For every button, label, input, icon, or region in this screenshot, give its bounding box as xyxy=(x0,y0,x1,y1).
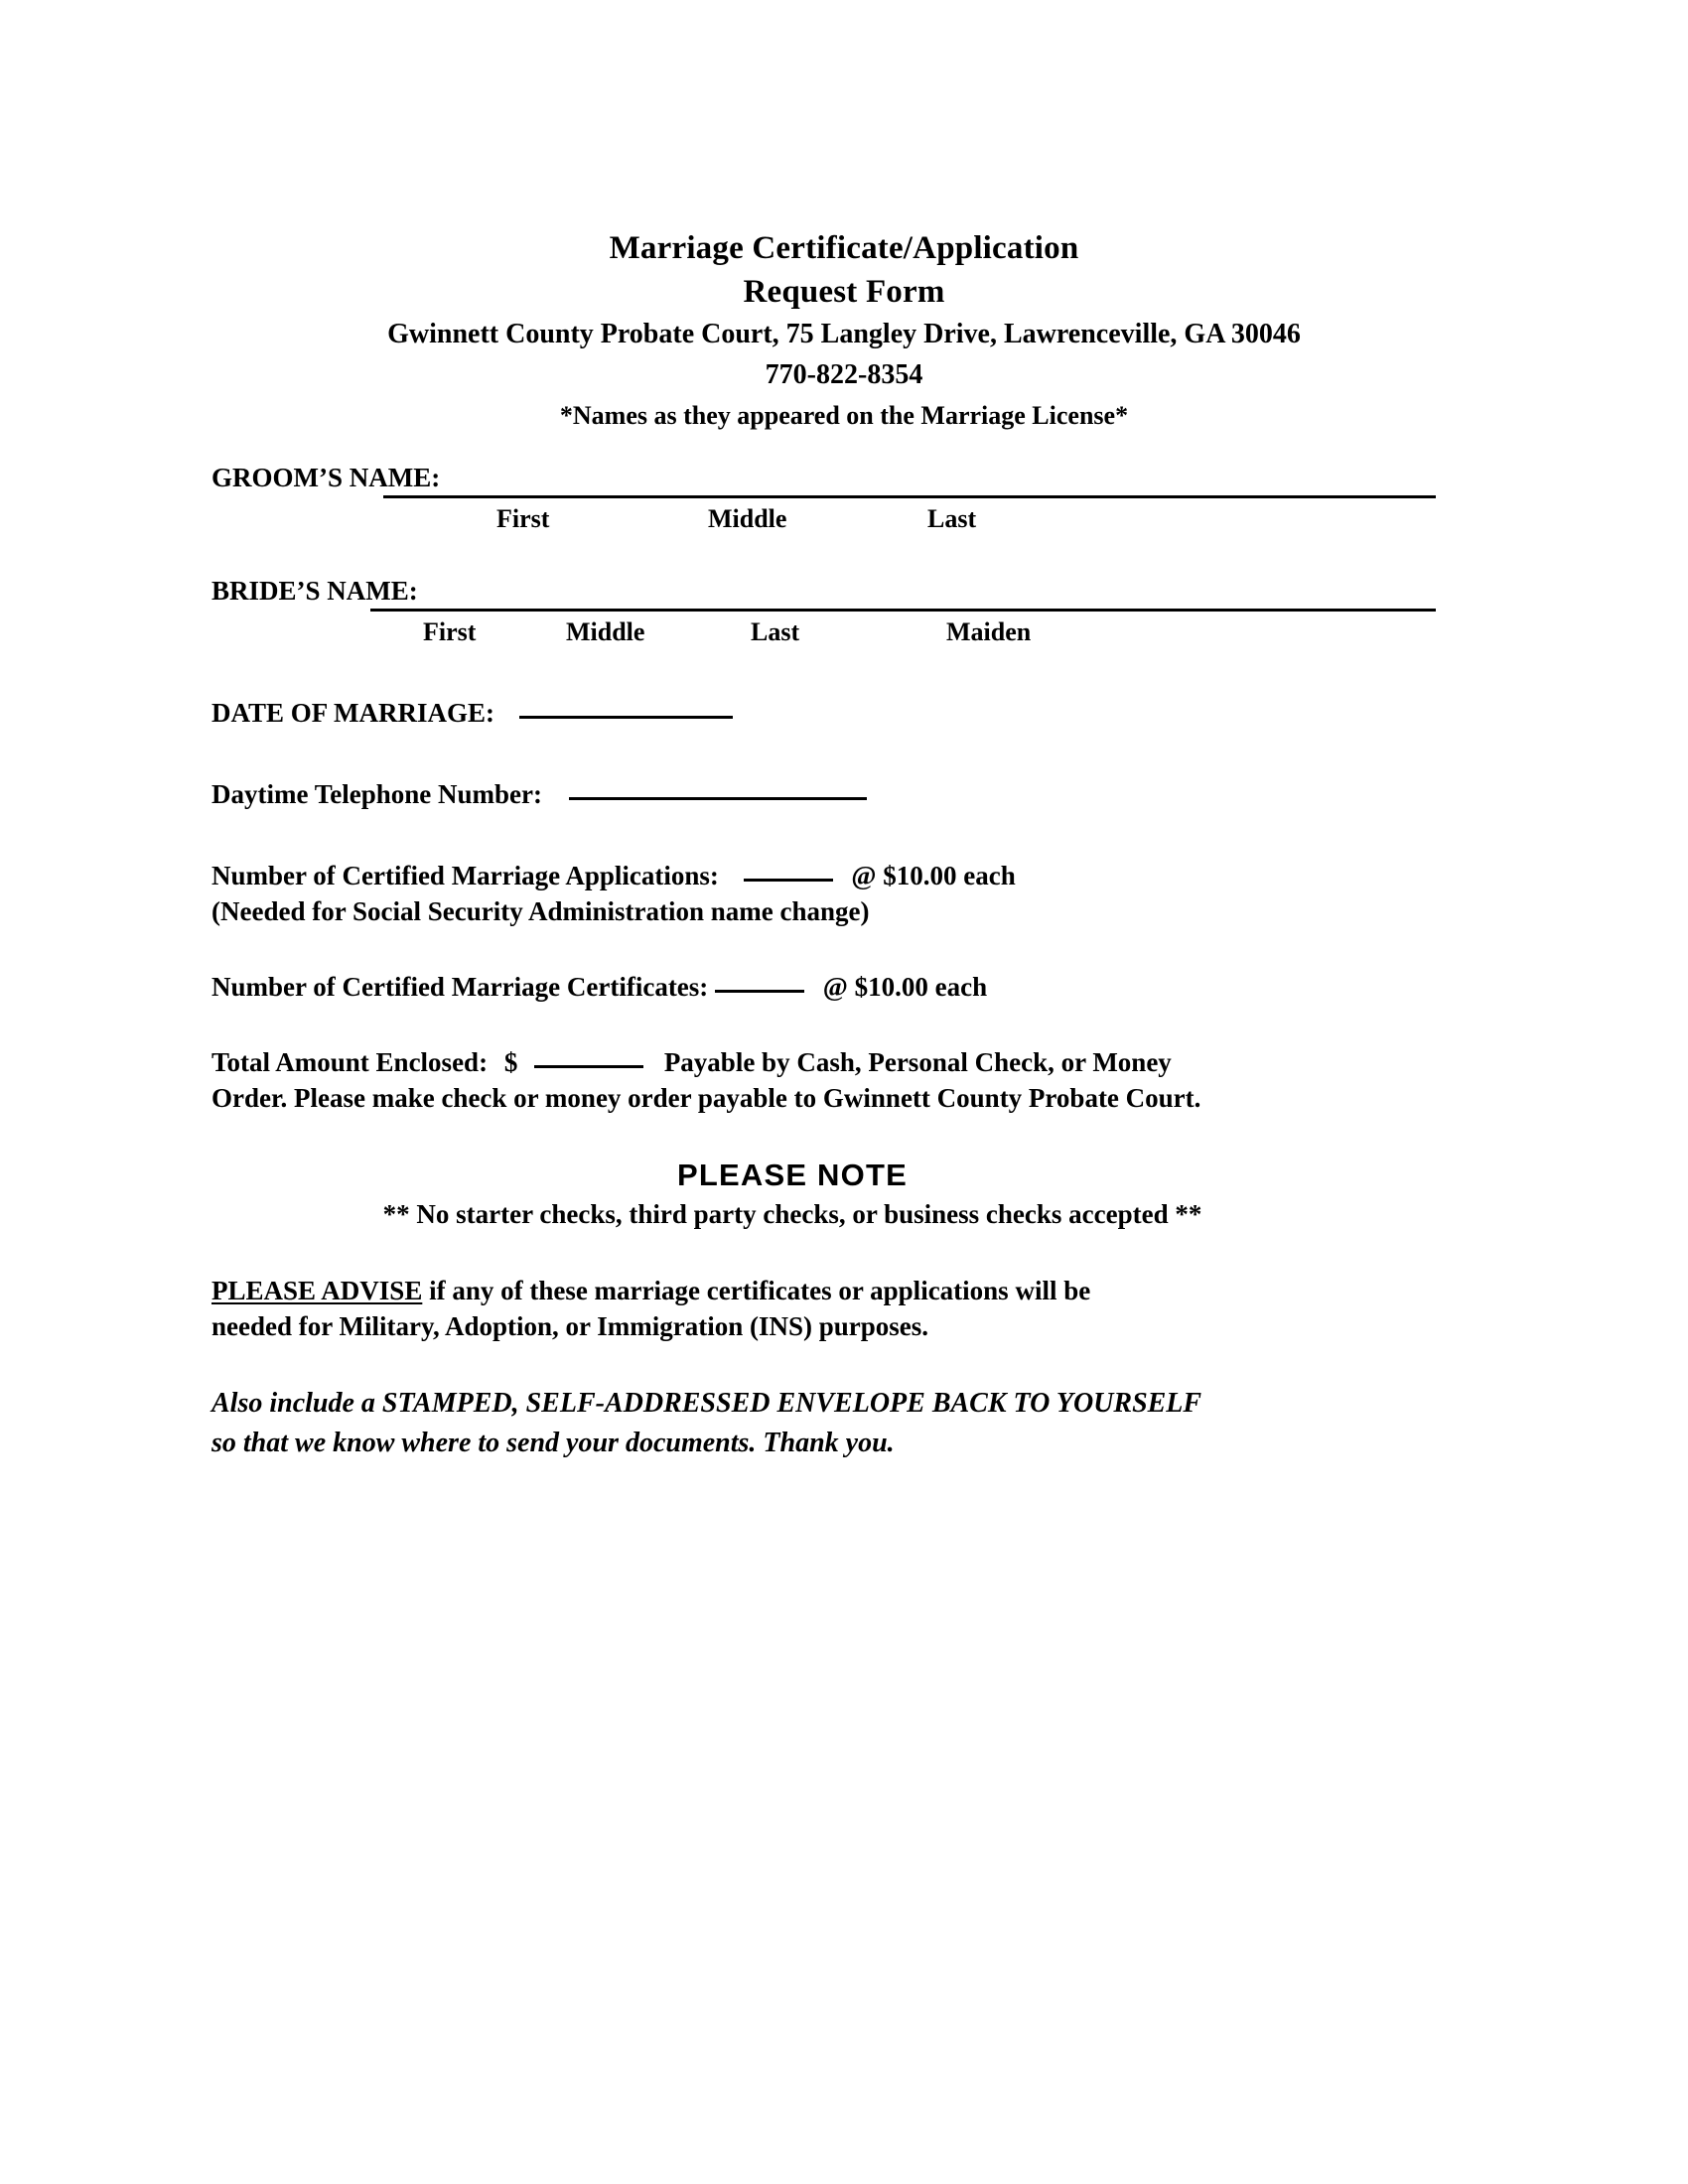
court-address: Gwinnett County Probate Court, 75 Langley Drive, Lawrenceville, GA 30046 xyxy=(387,319,1301,349)
certificates-rate: @ $10.00 each xyxy=(822,972,988,1002)
date-of-marriage-row xyxy=(211,695,1482,731)
court-phone: 770-822-8354 xyxy=(765,359,923,390)
please-advise-row xyxy=(211,1273,1482,1308)
groom-sublabel-last: Last xyxy=(927,504,977,533)
total-amount-label: Total Amount Enclosed: xyxy=(211,1047,489,1077)
groom-sublabels xyxy=(211,504,1482,542)
applications-note-text: (Needed for Social Security Administration name change) xyxy=(211,896,870,926)
please-advise-line-2-text: needed for Military, Adoption, or Immigration (INS) purposes. xyxy=(211,1311,929,1341)
page-title-line-2: Request Form xyxy=(743,274,945,310)
groom-name-label: GROOM’S NAME: xyxy=(211,463,441,492)
currency-symbol: $ xyxy=(503,1047,518,1077)
total-amount-row xyxy=(211,1044,1482,1080)
page-title-line-1: Marriage Certificate/Application xyxy=(609,230,1079,266)
groom-name-input[interactable] xyxy=(383,495,1436,498)
applications-note xyxy=(211,893,1482,929)
applications-row xyxy=(211,858,1482,893)
date-of-marriage-label: DATE OF MARRIAGE: xyxy=(211,698,494,728)
please-note-body: ** No starter checks, third party checks, or business checks accepted ** xyxy=(382,1199,1202,1229)
form-body xyxy=(211,463,1482,1463)
document-header xyxy=(0,226,1688,437)
date-of-marriage-input[interactable] xyxy=(519,716,733,719)
applications-label: Number of Certified Marriage Applications: xyxy=(211,861,719,890)
groom-sublabel-first: First xyxy=(496,504,550,533)
bride-name-label: BRIDE’S NAME: xyxy=(211,576,418,606)
please-advise-emphasis: PLEASE ADVISE xyxy=(211,1276,423,1305)
bride-sublabel-first: First xyxy=(423,617,477,646)
total-amount-input[interactable] xyxy=(534,1065,643,1068)
certificates-quantity-input[interactable] xyxy=(715,990,804,993)
bride-name-input[interactable] xyxy=(370,609,1436,612)
groom-name-row xyxy=(211,463,1482,504)
certificates-label: Number of Certified Marriage Certificates: xyxy=(211,972,709,1002)
bride-sublabel-maiden: Maiden xyxy=(946,617,1032,646)
payment-methods-text: Payable by Cash, Personal Check, or Money xyxy=(663,1047,1172,1077)
bride-name-row xyxy=(211,576,1482,617)
daytime-phone-input[interactable] xyxy=(569,797,867,800)
names-instruction: *Names as they appeared on the Marriage License* xyxy=(559,401,1129,430)
please-note-heading: PLEASE NOTE xyxy=(677,1158,908,1192)
bride-sublabel-last: Last xyxy=(751,617,800,646)
applications-quantity-input[interactable] xyxy=(744,879,833,882)
payable-instruction-row xyxy=(211,1080,1482,1116)
bride-sublabels xyxy=(211,617,1482,655)
envelope-instruction-line-2: so that we know where to send your documents. Thank you. xyxy=(211,1428,895,1458)
bride-sublabel-middle: Middle xyxy=(566,617,645,646)
daytime-phone-label: Daytime Telephone Number: xyxy=(211,779,542,809)
please-advise-line-2 xyxy=(211,1308,1482,1344)
groom-sublabel-middle: Middle xyxy=(708,504,787,533)
certificates-row xyxy=(211,969,1482,1005)
envelope-instruction-line-1: Also include a STAMPED, SELF-ADDRESSED ENVELOPE BACK TO YOURSELF xyxy=(211,1388,1202,1419)
applications-rate: @ $10.00 each xyxy=(851,861,1016,890)
daytime-phone-row xyxy=(211,776,1482,812)
payable-instruction-text: Order. Please make check or money order payable to Gwinnett County Probate Court. xyxy=(211,1083,1201,1113)
please-advise-rest: if any of these marriage certificates or applications will be xyxy=(422,1276,1091,1305)
